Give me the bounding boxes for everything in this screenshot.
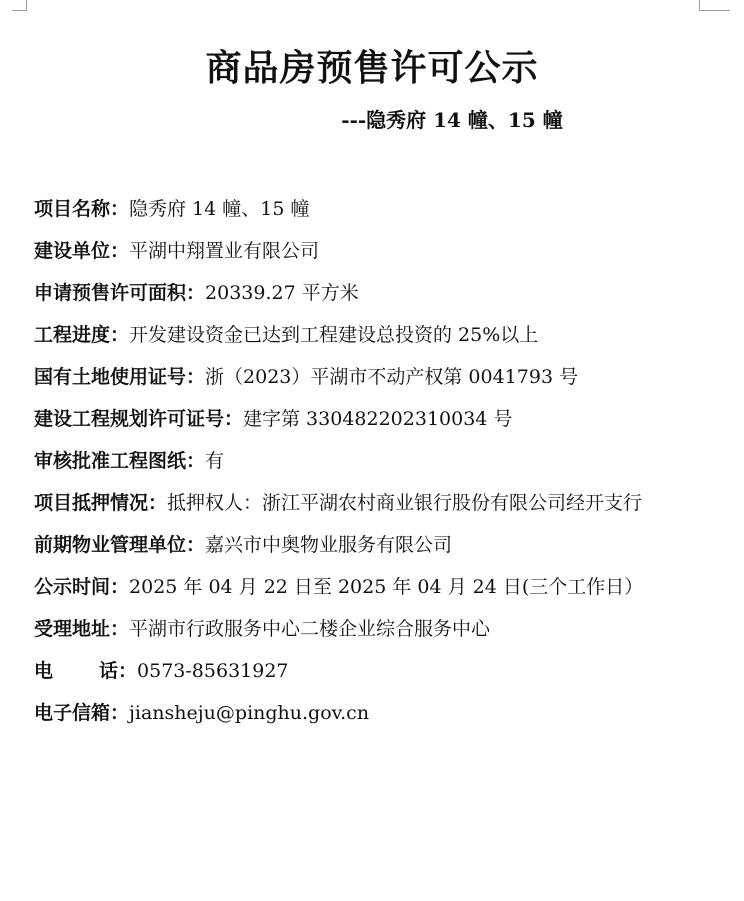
field-value: 20339.27 平方米 [205,282,359,304]
field-label-part: 电 [34,660,54,682]
field-developer [34,230,714,272]
field-phone [34,650,714,692]
field-publicity-period [34,566,714,608]
field-label: 申请预售许可面积： [34,282,206,304]
field-value: 抵押权人：浙江平湖农村商业银行股份有限公司经开支行 [167,492,643,514]
page-corner-mark-right [699,0,730,11]
page-title: 商品房预售许可公示 [205,47,539,89]
field-value: 浙（2023）平湖市不动产权第 0041793 号 [205,366,579,388]
field-approved-drawings [34,440,714,482]
field-presale-area [34,272,714,314]
field-label: 公示时间： [34,576,130,598]
field-label: 工程进度： [34,324,130,346]
field-value: 0573-85631927 [137,660,289,682]
field-label: 项目名称： [34,198,130,220]
field-planning-permit [34,398,714,440]
field-value: 开发建设资金已达到工程建设总投资的 25%以上 [129,324,539,346]
field-label: 国有土地使用证号： [34,366,206,388]
field-label: 电子信箱： [34,702,130,724]
field-value: 有 [205,450,225,472]
field-value: 2025 年 04 月 22 日至 2025 年 04 月 24 日(三个工作日） [129,576,644,598]
field-value: 平湖中翔置业有限公司 [129,240,320,262]
field-land-certificate [34,356,714,398]
field-label: 项目抵押情况： [34,492,168,514]
info-list [34,188,714,734]
field-label-part: 话： [99,660,138,682]
field-label: 前期物业管理单位： [34,534,206,556]
field-project-name [34,188,714,230]
field-label: 建设单位： [34,240,130,262]
field-email [34,692,714,734]
field-value: 平湖市行政服务中心二楼企业综合服务中心 [129,618,491,640]
field-mortgage [34,482,714,524]
field-value: 隐秀府 14 幢、15 幢 [129,198,310,220]
field-label: 建设工程规划许可证号： [34,408,244,430]
field-label: 审核批准工程图纸： [34,450,206,472]
field-value: jiansheju@pinghu.gov.cn [129,702,370,724]
field-label: 受理地址： [34,618,130,640]
field-progress [34,314,714,356]
field-value: 嘉兴市中奥物业服务有限公司 [205,534,453,556]
page-subtitle: ---隐秀府 14 幢、15 幢 [341,108,563,132]
page-corner-mark-left [12,0,27,11]
field-value: 建字第 330482202310034 号 [243,408,513,430]
field-address [34,608,714,650]
field-property-management [34,524,714,566]
